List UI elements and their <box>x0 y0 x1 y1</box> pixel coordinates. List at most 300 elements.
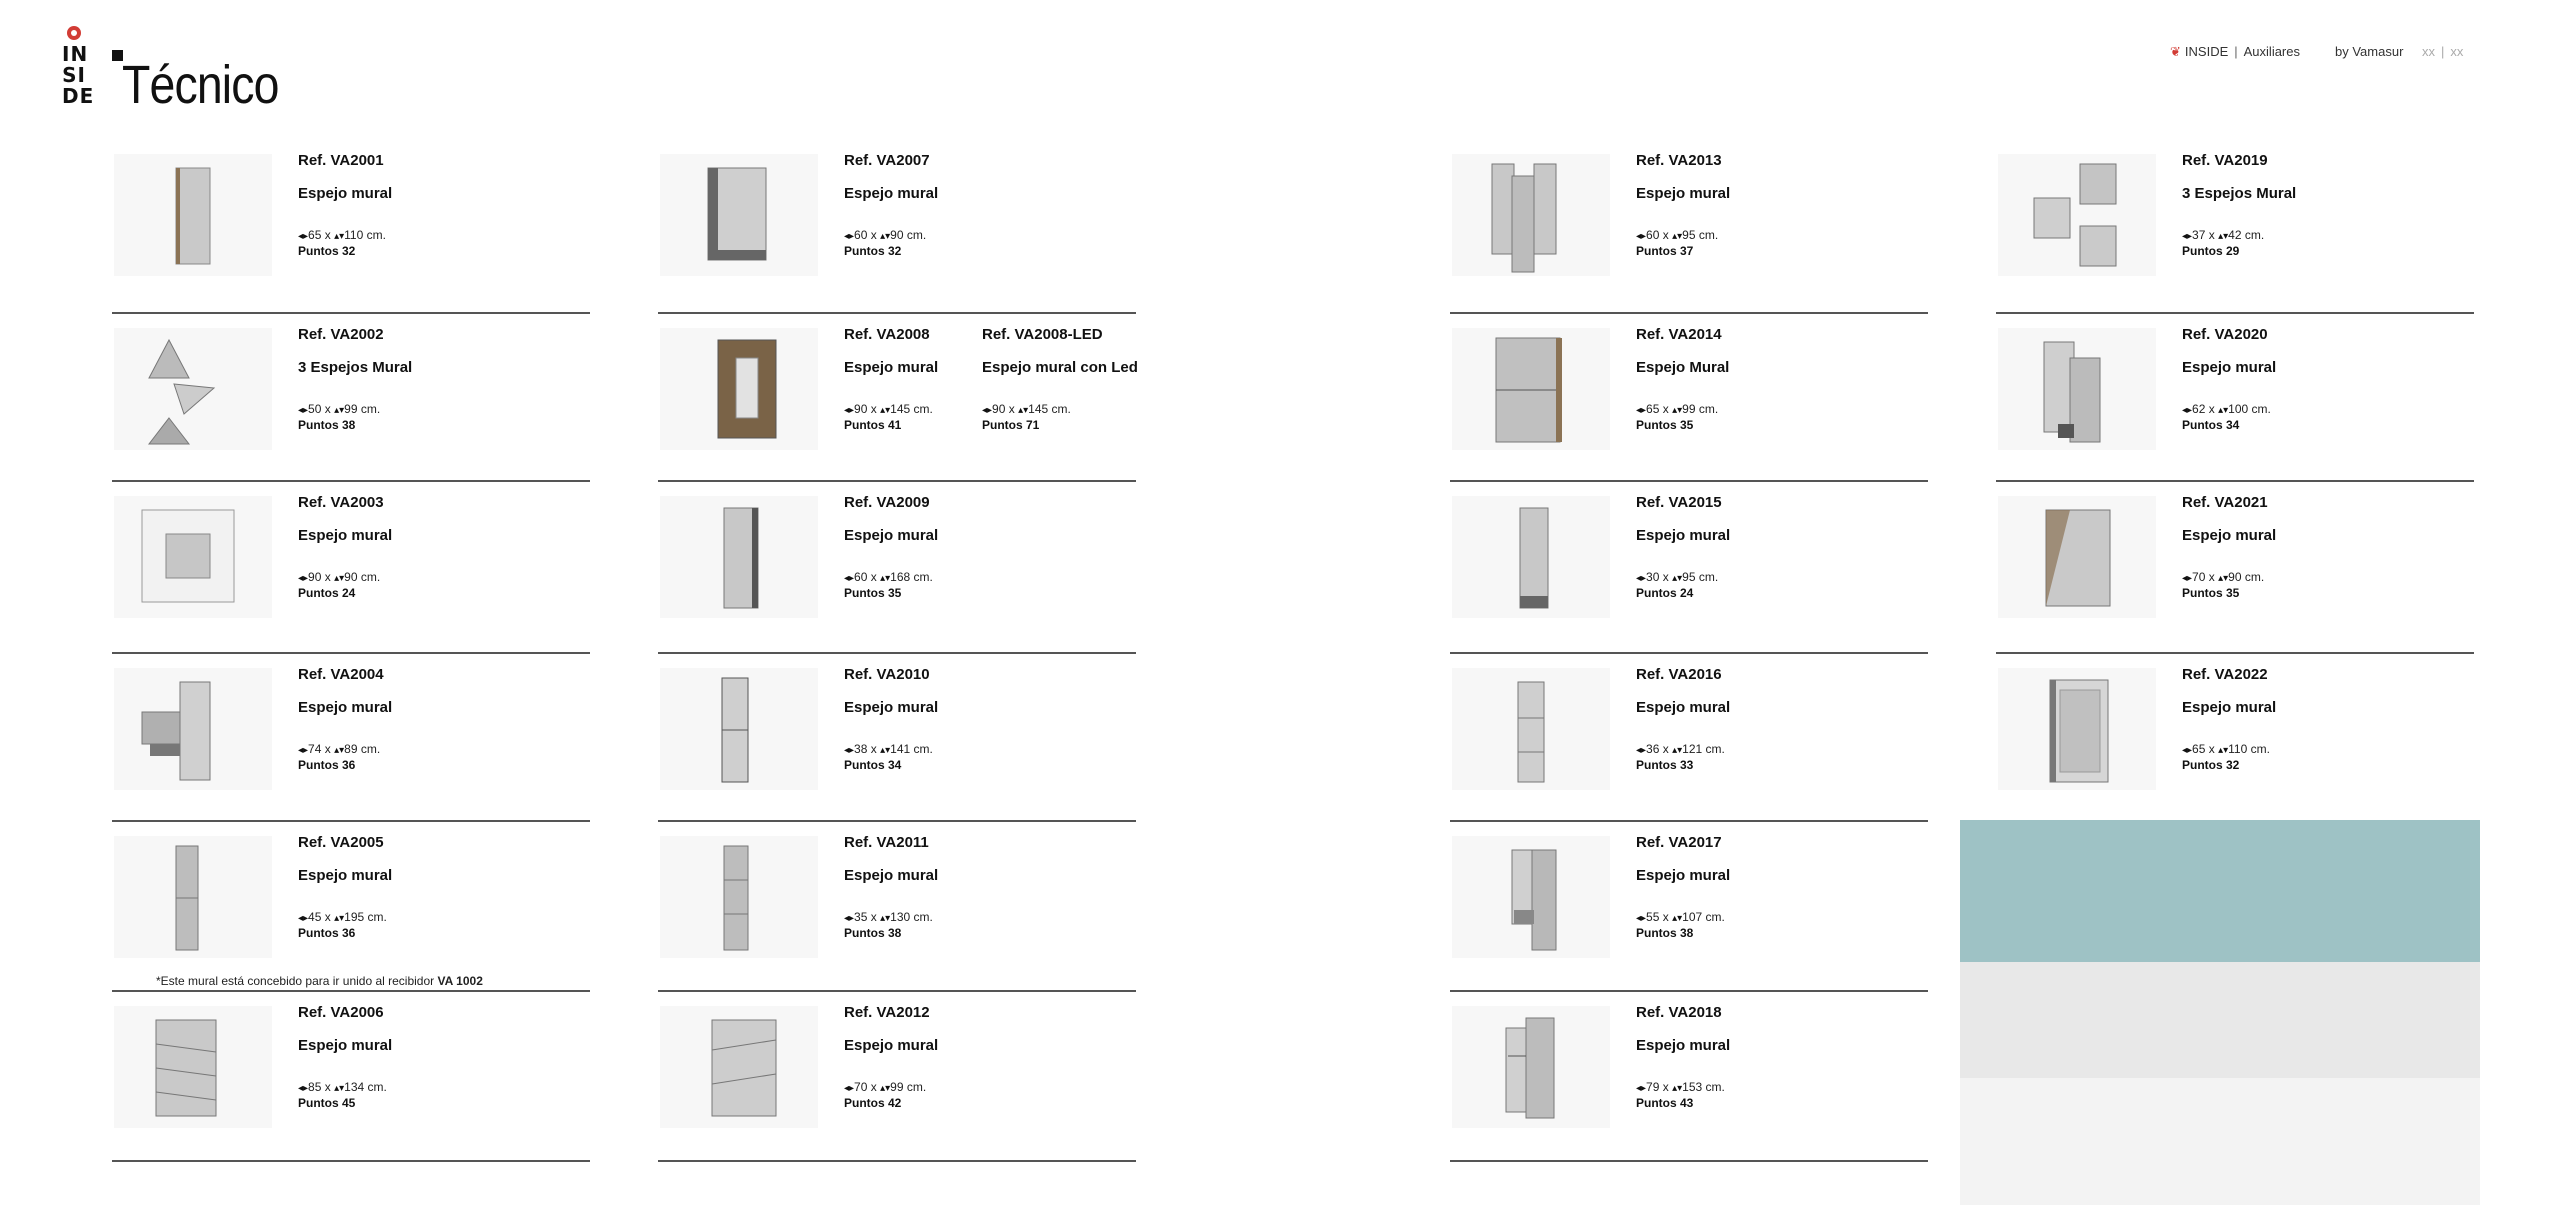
product-drawing <box>1452 1006 1610 1128</box>
color-swatch-light <box>1960 1078 2480 1205</box>
product-points: Puntos 32 <box>298 244 356 258</box>
mirror-drawing-icon <box>1452 154 1610 276</box>
dims-times: x <box>1662 570 1669 584</box>
note-ref: VA 1002 <box>437 974 483 988</box>
product-points: Puntos 33 <box>1636 758 1694 772</box>
product-points: Puntos 38 <box>1636 926 1694 940</box>
product-dimensions <box>1636 910 1730 924</box>
product-row <box>1450 140 1928 314</box>
dims-unit: cm. <box>360 742 381 756</box>
product-name: Espejo mural <box>298 867 393 884</box>
height-arrow-icon: ▴▾ <box>880 231 891 242</box>
width-value: 90 <box>854 402 868 416</box>
product-ref: Ref. VA2011 <box>844 834 929 851</box>
width-arrow-icon: ◂▸ <box>2182 231 2193 242</box>
product-name: Espejo mural <box>2182 527 2277 544</box>
mirror-drawing-icon <box>660 1006 818 1128</box>
width-value: 38 <box>854 742 868 756</box>
product-drawing <box>114 154 272 276</box>
mirror-drawing-icon <box>114 1006 272 1128</box>
width-value: 45 <box>308 910 322 924</box>
product-info <box>1636 494 1730 600</box>
product-ref: Ref. VA2006 <box>298 1004 384 1021</box>
width-arrow-icon: ◂▸ <box>1636 1083 1647 1094</box>
product-dimensions <box>298 402 412 416</box>
dims-times: x <box>2208 402 2215 416</box>
width-value: 60 <box>854 570 868 584</box>
height-arrow-icon: ▴▾ <box>880 573 891 584</box>
product-name: Espejo mural <box>298 527 393 544</box>
width-value: 35 <box>854 910 868 924</box>
product-points: Puntos 32 <box>2182 758 2240 772</box>
width-arrow-icon: ◂▸ <box>298 913 309 924</box>
dims-times: x <box>870 910 877 924</box>
mirror-drawing-icon <box>114 154 272 276</box>
product-dimensions <box>844 228 938 242</box>
product-dimensions <box>2182 742 2276 756</box>
height-arrow-icon: ▴▾ <box>334 1083 345 1094</box>
product-points: Puntos 71 <box>982 418 1040 432</box>
product-row <box>112 822 590 992</box>
height-arrow-icon: ▴▾ <box>880 405 891 416</box>
dims-unit: cm. <box>366 228 386 242</box>
product-row <box>1450 654 1928 822</box>
product-drawing <box>114 668 272 790</box>
product-name: Espejo mural <box>1636 699 1731 716</box>
width-value: 79 <box>1646 1080 1660 1094</box>
dims-times: x <box>870 570 877 584</box>
width-value: 90 <box>992 402 1006 416</box>
product-ref: Ref. VA2008-LED <box>982 326 1103 343</box>
product-ref: Ref. VA2009 <box>844 494 930 511</box>
product-points: Puntos 36 <box>298 758 356 772</box>
product-ref: Ref. VA2008 <box>844 326 930 343</box>
height-arrow-icon: ▴▾ <box>334 573 345 584</box>
page-number-right: xx <box>2450 44 2464 59</box>
height-arrow-icon: ▴▾ <box>334 913 345 924</box>
height-arrow-icon: ▴▾ <box>1672 405 1683 416</box>
width-value: 50 <box>308 402 322 416</box>
height-arrow-icon: ▴▾ <box>334 405 345 416</box>
mirror-drawing-icon <box>1998 496 2156 618</box>
product-drawing <box>1452 496 1610 618</box>
product-name: Espejo mural <box>298 185 393 202</box>
dims-times: x <box>324 1080 331 1094</box>
product-info <box>844 1004 938 1110</box>
dims-times: x <box>324 742 331 756</box>
product-row <box>1996 140 2474 314</box>
dims-times: x <box>2208 228 2215 242</box>
product-info <box>844 494 938 600</box>
product-info <box>298 1004 392 1110</box>
product-name: Espejo mural <box>1636 867 1731 884</box>
width-value: 70 <box>2192 570 2206 584</box>
product-drawing <box>114 496 272 618</box>
page-title: Técnico <box>122 55 279 115</box>
product-info <box>844 666 938 772</box>
height-value: 99 <box>344 402 358 416</box>
product-drawing <box>114 836 272 958</box>
product-ref: Ref. VA2007 <box>844 152 930 169</box>
product-dimensions <box>1636 742 1730 756</box>
product-name: Espejo mural <box>844 867 939 884</box>
product-info <box>1636 326 1729 432</box>
product-dimensions <box>844 1080 938 1094</box>
product-points: Puntos 37 <box>1636 244 1694 258</box>
nav-separator: | <box>2234 44 2238 59</box>
dims-unit: cm. <box>913 570 933 584</box>
width-arrow-icon: ◂▸ <box>2182 745 2193 756</box>
product-row <box>658 992 1136 1162</box>
width-arrow-icon: ◂▸ <box>844 231 855 242</box>
height-value: 141 <box>890 742 911 756</box>
product-name: Espejo mural <box>2182 699 2277 716</box>
product-info <box>844 326 938 432</box>
mirror-drawing-icon <box>660 154 818 276</box>
dims-unit: cm. <box>2251 402 2271 416</box>
brand-logo <box>62 26 95 108</box>
dims-unit: cm. <box>2244 570 2265 584</box>
leaf-icon: ❦ <box>2170 44 2181 59</box>
height-value: 95 <box>1682 570 1696 584</box>
product-name: Espejo mural <box>1636 185 1731 202</box>
dims-times: x <box>324 910 331 924</box>
dims-unit: cm. <box>913 910 933 924</box>
height-value: 90 <box>344 570 358 584</box>
width-value: 70 <box>854 1080 868 1094</box>
width-arrow-icon: ◂▸ <box>1636 231 1647 242</box>
nav-section-label[interactable]: Auxiliares <box>2243 44 2300 59</box>
product-points: Puntos 38 <box>298 418 356 432</box>
dims-unit: cm. <box>913 742 933 756</box>
product-info <box>298 666 392 772</box>
height-arrow-icon: ▴▾ <box>1672 231 1683 242</box>
product-row <box>1450 822 1928 992</box>
dims-unit: cm. <box>367 1080 387 1094</box>
product-points: Puntos 45 <box>298 1096 356 1110</box>
product-points: Puntos 34 <box>844 758 902 772</box>
product-drawing <box>660 496 818 618</box>
product-points: Puntos 41 <box>844 418 902 432</box>
dims-unit: cm. <box>913 402 933 416</box>
product-dimensions <box>2182 228 2296 242</box>
width-value: 65 <box>308 228 322 242</box>
mirror-drawing-icon <box>1452 836 1610 958</box>
product-column-2 <box>658 140 1136 1162</box>
product-column-1 <box>112 140 590 1162</box>
product-ref: Ref. VA2010 <box>844 666 930 683</box>
height-value: 153 <box>1682 1080 1703 1094</box>
product-dimensions <box>2182 570 2276 584</box>
product-drawing <box>660 328 818 450</box>
product-row <box>112 992 590 1162</box>
product-row <box>1996 482 2474 654</box>
width-value: 65 <box>2192 742 2206 756</box>
product-drawing <box>660 836 818 958</box>
product-name: Espejo mural <box>844 185 939 202</box>
dims-unit: cm. <box>1705 910 1725 924</box>
width-value: 62 <box>2192 402 2206 416</box>
product-row <box>658 654 1136 822</box>
nav-by-label: by Vamasur <box>2335 44 2404 59</box>
mirror-drawing-icon <box>660 836 818 958</box>
product-dimensions <box>1636 228 1730 242</box>
product-info <box>2182 326 2276 432</box>
width-arrow-icon: ◂▸ <box>982 405 993 416</box>
width-arrow-icon: ◂▸ <box>844 573 855 584</box>
mirror-drawing-icon <box>1998 668 2156 790</box>
product-ref: Ref. VA2014 <box>1636 326 1722 343</box>
width-value: 55 <box>1646 910 1660 924</box>
brand-letters-2: SI <box>62 63 86 87</box>
width-arrow-icon: ◂▸ <box>1636 573 1647 584</box>
height-value: 168 <box>890 570 911 584</box>
mirror-drawing-icon <box>114 668 272 790</box>
product-ref: Ref. VA2020 <box>2182 326 2268 343</box>
height-arrow-icon: ▴▾ <box>2218 573 2229 584</box>
product-points: Puntos 42 <box>844 1096 902 1110</box>
dims-times: x <box>324 570 331 584</box>
product-drawing <box>1998 668 2156 790</box>
product-row <box>1450 482 1928 654</box>
width-arrow-icon: ◂▸ <box>2182 405 2193 416</box>
width-arrow-icon: ◂▸ <box>298 1083 309 1094</box>
product-points: Puntos 35 <box>2182 586 2240 600</box>
product-name: 3 Espejos Mural <box>2182 185 2297 202</box>
product-dimensions <box>844 742 938 756</box>
product-info <box>298 834 392 940</box>
dims-times: x <box>1662 1080 1669 1094</box>
product-ref: Ref. VA2015 <box>1636 494 1722 511</box>
height-arrow-icon: ▴▾ <box>1672 573 1683 584</box>
dims-times: x <box>2208 742 2215 756</box>
height-value: 90 <box>2228 570 2242 584</box>
height-arrow-icon: ▴▾ <box>2218 231 2229 242</box>
product-points: Puntos 43 <box>1636 1096 1694 1110</box>
product-ref: Ref. VA2022 <box>2182 666 2268 683</box>
mirror-drawing-icon <box>1452 1006 1610 1128</box>
brand-letters-1: IN <box>62 42 89 66</box>
product-points: Puntos 35 <box>844 586 902 600</box>
product-drawing <box>1452 154 1610 276</box>
mirror-drawing-icon <box>1452 328 1610 450</box>
nav-breadcrumb <box>2170 44 2300 60</box>
width-arrow-icon: ◂▸ <box>1636 745 1647 756</box>
product-drawing <box>660 668 818 790</box>
product-name: Espejo mural <box>844 1037 939 1054</box>
product-dimensions <box>1636 1080 1730 1094</box>
mirror-drawing-icon <box>1452 668 1610 790</box>
product-drawing <box>114 328 272 450</box>
width-arrow-icon: ◂▸ <box>2182 573 2193 584</box>
product-name: Espejo Mural <box>1636 359 1730 376</box>
product-drawing <box>1998 496 2156 618</box>
product-dimensions <box>298 742 392 756</box>
product-dimensions <box>298 570 392 584</box>
dims-unit: cm. <box>1051 402 1071 416</box>
mirror-drawing-icon <box>1998 328 2156 450</box>
dims-unit: cm. <box>1698 570 1719 584</box>
product-info <box>844 152 938 258</box>
product-info <box>1636 666 1730 772</box>
product-row <box>1996 654 2474 822</box>
mirror-drawing-icon <box>1452 496 1610 618</box>
dims-unit: cm. <box>1705 742 1725 756</box>
product-points: Puntos 24 <box>1636 586 1694 600</box>
product-info <box>2182 494 2276 600</box>
product-name: Espejo mural <box>298 699 393 716</box>
width-value: 65 <box>1646 402 1660 416</box>
dims-unit: cm. <box>360 402 381 416</box>
nav-brand-label[interactable]: INSIDE <box>2184 44 2229 59</box>
height-arrow-icon: ▴▾ <box>880 913 891 924</box>
height-value: 89 <box>344 742 358 756</box>
dims-times: x <box>1008 402 1015 416</box>
height-arrow-icon: ▴▾ <box>880 1083 891 1094</box>
height-value: 110 <box>344 228 364 242</box>
width-value: 74 <box>308 742 322 756</box>
product-row <box>658 140 1136 314</box>
product-drawing <box>1452 836 1610 958</box>
mirror-drawing-icon <box>114 328 272 450</box>
product-name: 3 Espejos Mural <box>298 359 413 376</box>
width-value: 85 <box>308 1080 322 1094</box>
width-arrow-icon: ◂▸ <box>298 231 309 242</box>
height-value: 134 <box>344 1080 365 1094</box>
dims-unit: cm. <box>906 1080 927 1094</box>
product-dimensions <box>844 910 938 924</box>
width-value: 36 <box>1646 742 1660 756</box>
product-info <box>2182 666 2276 772</box>
height-value: 95 <box>1682 228 1696 242</box>
product-ref: Ref. VA2005 <box>298 834 384 851</box>
product-drawing <box>1452 328 1610 450</box>
width-arrow-icon: ◂▸ <box>844 913 855 924</box>
product-name: Espejo mural con Led <box>982 359 1138 376</box>
product-info <box>844 834 938 940</box>
dims-unit: cm. <box>1698 228 1719 242</box>
mirror-drawing-icon <box>114 836 272 958</box>
product-drawing <box>1452 668 1610 790</box>
height-arrow-icon: ▴▾ <box>1672 745 1683 756</box>
mirror-drawing-icon <box>114 496 272 618</box>
width-arrow-icon: ◂▸ <box>298 405 309 416</box>
product-column-4 <box>1996 140 2474 822</box>
product-ref: Ref. VA2001 <box>298 152 384 169</box>
product-info <box>298 326 412 432</box>
product-name: Espejo mural <box>298 1037 393 1054</box>
height-arrow-icon: ▴▾ <box>1018 405 1029 416</box>
width-value: 60 <box>1646 228 1660 242</box>
dims-times: x <box>870 1080 877 1094</box>
product-dimensions <box>298 910 392 924</box>
width-arrow-icon: ◂▸ <box>1636 913 1647 924</box>
dims-unit: cm. <box>906 228 927 242</box>
height-value: 90 <box>890 228 904 242</box>
product-dimensions <box>2182 402 2276 416</box>
dims-unit: cm. <box>367 910 387 924</box>
product-points: Puntos 35 <box>1636 418 1694 432</box>
product-name: Espejo mural <box>844 527 939 544</box>
width-value: 37 <box>2192 228 2206 242</box>
product-name: Espejo mural <box>1636 1037 1731 1054</box>
product-row <box>1996 314 2474 482</box>
product-ref: Ref. VA2003 <box>298 494 384 511</box>
width-value: 60 <box>854 228 868 242</box>
height-value: 195 <box>344 910 365 924</box>
product-row <box>112 482 590 654</box>
product-row <box>658 314 1136 482</box>
product-dimensions <box>298 228 392 242</box>
width-arrow-icon: ◂▸ <box>298 745 309 756</box>
color-swatch-gray <box>1960 962 2480 1078</box>
product-ref: Ref. VA2012 <box>844 1004 930 1021</box>
dims-times: x <box>1662 228 1669 242</box>
product-info <box>1636 834 1730 940</box>
product-points: Puntos 29 <box>2182 244 2240 258</box>
product-points: Puntos 24 <box>298 586 356 600</box>
product-drawing <box>660 154 818 276</box>
height-arrow-icon: ▴▾ <box>880 745 891 756</box>
dims-times: x <box>1662 910 1669 924</box>
product-info <box>298 152 392 258</box>
height-value: 130 <box>890 910 911 924</box>
width-arrow-icon: ◂▸ <box>844 745 855 756</box>
height-value: 110 <box>2228 742 2248 756</box>
brand-letters-3: DE <box>62 84 95 108</box>
height-value: 99 <box>890 1080 904 1094</box>
product-info <box>2182 152 2296 258</box>
height-value: 100 <box>2228 402 2249 416</box>
product-points: Puntos 34 <box>2182 418 2240 432</box>
dims-unit: cm. <box>360 570 381 584</box>
height-arrow-icon: ▴▾ <box>334 745 345 756</box>
product-row <box>112 314 590 482</box>
dims-times: x <box>324 228 331 242</box>
product-drawing <box>114 1006 272 1128</box>
product-drawing <box>1998 154 2156 276</box>
page-numbers <box>2422 44 2463 59</box>
color-swatch-blue <box>1960 820 2480 962</box>
product-row <box>1450 992 1928 1162</box>
dims-times: x <box>870 228 877 242</box>
dims-times: x <box>1662 742 1669 756</box>
product-info <box>1636 152 1730 258</box>
height-value: 107 <box>1682 910 1703 924</box>
product-dimensions <box>1636 570 1730 584</box>
product-ref: Ref. VA2002 <box>298 326 384 343</box>
product-column-3 <box>1450 140 1928 1162</box>
product-drawing <box>1998 328 2156 450</box>
product-row <box>1450 314 1928 482</box>
page-number-separator: | <box>2441 44 2445 59</box>
height-value: 99 <box>1682 402 1696 416</box>
product-row <box>112 140 590 314</box>
product-dimensions <box>1636 402 1729 416</box>
product-name: Espejo mural <box>1636 527 1731 544</box>
width-arrow-icon: ◂▸ <box>844 1083 855 1094</box>
note-text: Este mural está concebido para ir unido al recibidor <box>160 974 435 988</box>
width-value: 90 <box>308 570 322 584</box>
height-arrow-icon: ▴▾ <box>1672 1083 1683 1094</box>
product-ref: Ref. VA2017 <box>1636 834 1722 851</box>
product-info <box>298 494 392 600</box>
product-dimensions <box>844 402 938 416</box>
page-number-left: xx <box>2422 44 2435 59</box>
dims-unit: cm. <box>1705 1080 1725 1094</box>
product-ref: Ref. VA2004 <box>298 666 384 683</box>
height-arrow-icon: ▴▾ <box>1672 913 1683 924</box>
